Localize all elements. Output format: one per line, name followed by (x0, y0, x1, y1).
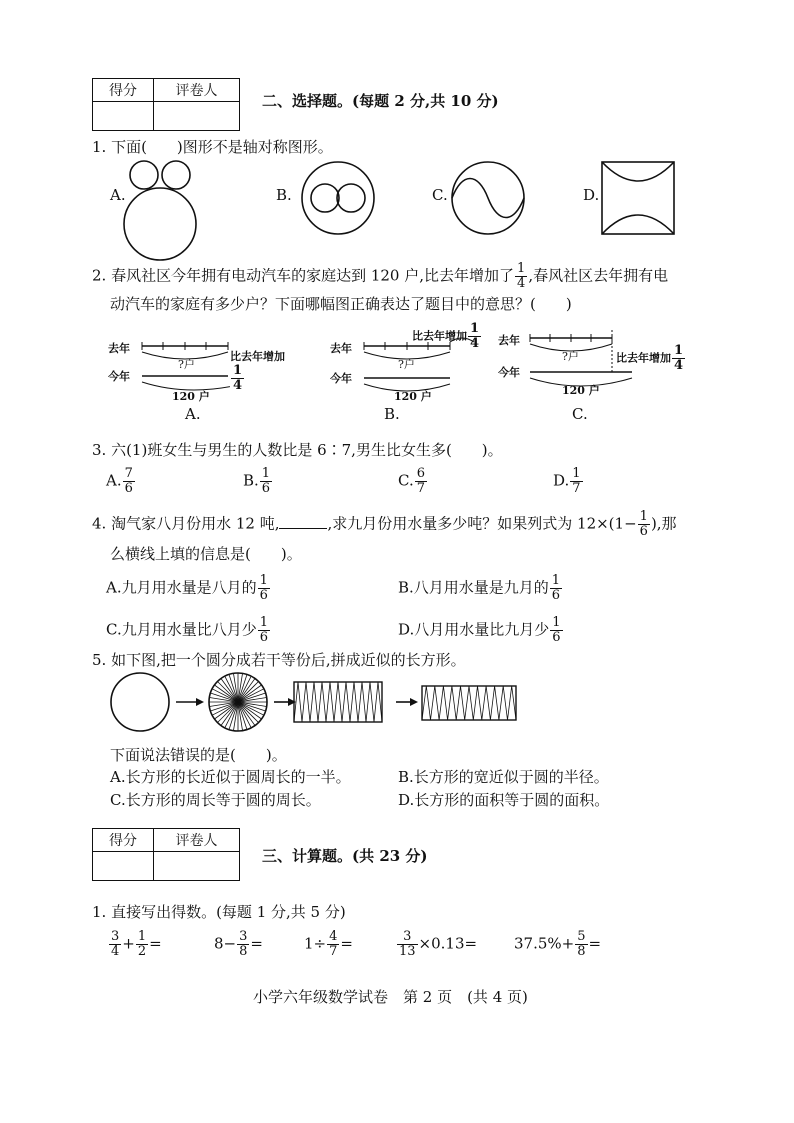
q5-question: 下面说法错误的是( )。 (110, 746, 287, 764)
q1-option-c[interactable]: C. (432, 186, 448, 204)
grader-cell-2[interactable] (154, 852, 240, 881)
score-cell-2[interactable] (93, 852, 154, 881)
grader-header: 评卷人 (154, 79, 240, 102)
q2-diagram-c: 去年 今年 ?户 120 户 比去年增加 $\frac{1}{4}$ (498, 334, 684, 397)
q1-option-a[interactable]: A. (110, 186, 126, 204)
q2-diagram-a-label[interactable]: A. (185, 405, 201, 423)
score-cell[interactable] (93, 102, 154, 131)
sector-circle (209, 673, 267, 731)
q1-option-b[interactable]: B. (276, 186, 292, 204)
calc-expr-4: $\frac{3}{13}$ ×0.13= (399, 929, 478, 959)
q1-figure-a (120, 156, 200, 264)
q5-figure (110, 670, 530, 738)
q1-figure-d (600, 160, 680, 240)
q5-option-a[interactable]: A.长方形的长近似于圆周长的一半。 (110, 768, 351, 786)
approx-rectangle-2 (422, 686, 516, 720)
q3-option-c[interactable]: C. $\frac{6}{7}$ (398, 466, 425, 496)
calc-title: 1. 直接写出得数。(每题 1 分,共 5 分) (92, 903, 346, 921)
q4-line1: 4. 淘气家八月份用水 12 吨, ,求九月份用水量多少吨？如果列式为 12×(1− $\frac{1}{6}$ ),那 (92, 509, 677, 539)
q4-option-d[interactable]: D.八月用水量比九月少 $\frac{1}{6}$ (398, 615, 561, 645)
score-table-1 (92, 78, 240, 131)
q2-fraction: $\frac{1}{4}$ (517, 261, 526, 291)
q5-option-c[interactable]: C.长方形的周长等于圆的周长。 (110, 791, 321, 809)
q2-diagram-c-label[interactable]: C. (572, 405, 588, 423)
q3-option-d[interactable]: D. $\frac{1}{7}$ (553, 466, 581, 496)
q3-option-b[interactable]: B. $\frac{1}{6}$ (243, 466, 271, 496)
q2-diagram-b: 去年 今年 ?户 120 户 比去年增加 $\frac{1}{4}$ (330, 321, 480, 403)
q4-option-a[interactable]: A.九月用水量是八月的 $\frac{1}{6}$ (106, 573, 268, 603)
q4-option-c[interactable]: C.九月用水量比八月少 $\frac{1}{6}$ (106, 615, 268, 645)
q5-option-b[interactable]: B.长方形的宽近似于圆的半径。 (398, 768, 609, 786)
q1-option-d[interactable]: D. (583, 186, 600, 204)
q3-option-a[interactable]: A. $\frac{7}{6}$ (106, 466, 133, 496)
q1-figure-b (298, 160, 378, 240)
q2-line2: 动汽车的家庭有多少户？下面哪幅图正确表达了题目中的意思？( ) (110, 295, 572, 313)
page-footer: 小学六年级数学试卷 第 2 页 (共 4 页) (253, 988, 528, 1006)
q2-diagram-a: 去年 今年 ?户 120 户 比去年增加 $\frac{1}{4}$ (108, 342, 285, 403)
calc-expr-1: $\frac{3}{4}$ + $\frac{1}{2}$ = (111, 929, 162, 959)
q4-option-b[interactable]: B.八月用水量是九月的 $\frac{1}{6}$ (398, 573, 561, 603)
calc-expr-5: 37.5%+ $\frac{5}{8}$ = (514, 929, 602, 959)
q1-figure-c (448, 160, 528, 240)
score-header-2: 得分 (93, 829, 154, 852)
q2-diagram-b-label[interactable]: B. (384, 405, 400, 423)
grader-header-2: 评卷人 (154, 829, 240, 852)
score-table-2 (92, 828, 240, 881)
approx-rectangle-1 (294, 682, 382, 722)
calc-expr-2: 8− $\frac{3}{8}$ = (214, 929, 263, 959)
grader-cell[interactable] (154, 102, 240, 131)
q5-text: 5. 如下图,把一个圆分成若干等份后,拼成近似的长方形。 (92, 651, 466, 669)
score-header: 得分 (93, 79, 154, 102)
section2-title: 二、选择题。(每题 2 分,共 10 分) (262, 92, 499, 110)
q2-line1: 2. 春风社区今年拥有电动汽车的家庭达到 120 户,比去年增加了 $\frac{1}{4}$ ,春风社区去年拥有电 (92, 261, 669, 291)
q4-line2: 么横线上填的信息是( )。 (110, 545, 302, 563)
section3-title: 三、计算题。(共 23 分) (262, 847, 428, 865)
q5-option-d[interactable]: D.长方形的面积等于圆的面积。 (398, 791, 610, 809)
calc-expr-3: 1÷ $\frac{4}{7}$ = (304, 929, 353, 959)
q3-text: 3. 六(1)班女生与男生的人数比是 6∶7,男生比女生多( )。 (92, 441, 503, 459)
q1-text: 1. 下面( )图形不是轴对称图形。 (92, 138, 333, 156)
q4-blank[interactable] (279, 514, 327, 529)
